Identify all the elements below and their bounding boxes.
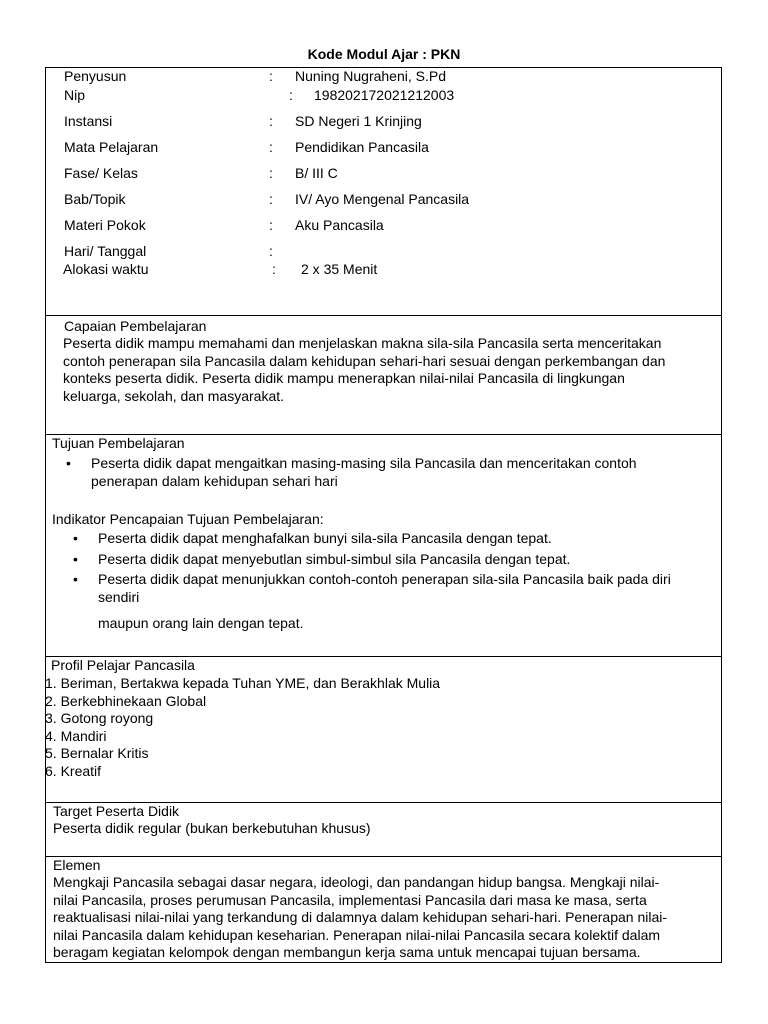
indicator-list: [73, 530, 721, 606]
bullet-icon: •: [73, 550, 78, 567]
identity-value: Aku Pancasila: [295, 217, 384, 233]
paragraph-line: reaktualisasi nilai-nilai yang terkandung di dalamnya dalam kehidupan sehari-hari. Penerapan nilai-: [53, 909, 668, 925]
list-item: 1. Beriman, Bertakwa kepada Tuhan YME, dan Berakhlak Mulia: [45, 675, 441, 691]
identity-label: Mata Pelajaran: [64, 139, 159, 155]
identity-value: B/ III C: [295, 165, 338, 181]
identity-colon: :: [269, 68, 273, 84]
paragraph-line: konteks peserta didik. Peserta didik mampu menerapkan nilai-nilai Pancasila di lingkungan: [63, 370, 625, 386]
identity-value: IV/ Ayo Mengenal Pancasila: [295, 191, 470, 207]
section-heading: Tujuan Pembelajaran: [52, 435, 185, 451]
list-item: [73, 571, 721, 606]
profile-list: [45, 675, 440, 780]
identity-value: 2 x 35 Menit: [301, 261, 378, 277]
learning-objectives-section: [45, 434, 722, 657]
identity-value: SD Negeri 1 Krinjing: [295, 113, 422, 129]
paragraph-line: Peserta didik regular (bukan berkebutuhan khusus): [53, 820, 371, 836]
identity-colon: :: [269, 139, 273, 155]
bullet-icon: •: [73, 571, 78, 587]
identity-row-nip: [46, 87, 721, 105]
identity-value: Nuning Nugraheni, S.Pd: [295, 68, 446, 84]
list-item-text: Peserta didik dapat mengaitkan masing-masing sila Pancasila dan menceritakan contoh: [91, 455, 637, 471]
identity-colon: :: [269, 191, 273, 207]
identity-row-fase-kelas: [46, 165, 721, 183]
identity-colon: :: [269, 217, 273, 233]
list-item-text: Peserta didik dapat menunjukkan contoh-contoh penerapan sila-sila Pancasila baik pada diri: [98, 571, 671, 587]
paragraph-line: contoh penerapan sila Pancasila dalam kehidupan sehari-hari sesuai dengan perkembangan dan: [63, 352, 666, 369]
identity-value: 198202172021212003: [314, 87, 455, 103]
identity-colon: :: [269, 165, 273, 181]
section-heading: Elemen: [53, 857, 101, 873]
paragraph-line: Peserta didik mampu memahami dan menjelaskan makna sila-sila Pancasila serta menceritakan: [63, 335, 662, 351]
paragraph-line: nilai Pancasila, proses perumusan Pancasila, implementasi Pancasila dari masa ke masa, serta: [53, 891, 647, 908]
bullet-icon: •: [73, 530, 78, 546]
indicator-heading: Indikator Pencapaian Tujuan Pembelajaran:: [52, 511, 324, 527]
list-item: [73, 530, 721, 548]
identity-label: Bab/Topik: [64, 191, 126, 207]
identity-label: Instansi: [64, 113, 113, 129]
paragraph-line: Mengkaji Pancasila sebagai dasar negara, ideologi, dan pandangan hidup bangsa. Mengkaji nilai-: [53, 874, 660, 890]
identity-label: Penyusun: [64, 68, 127, 84]
objective-list: [66, 455, 721, 490]
list-item: [73, 551, 721, 569]
identity-row-penyusun: [46, 68, 721, 86]
paragraph-line: nilai Pancasila dalam kehidupan keseharian. Penerapan nilai-nilai Pancasila secara kolektif dalam: [53, 926, 661, 943]
section-heading: Capaian Pembelajaran: [64, 318, 207, 334]
identity-section: [45, 67, 722, 316]
identity-label: Nip: [64, 87, 86, 103]
identity-label: Hari/ Tanggal: [64, 243, 147, 259]
list-item: [66, 455, 721, 490]
identity-row-mata-pelajaran: [46, 139, 721, 157]
identity-label: Alokasi waktu: [63, 261, 149, 277]
list-item: 4. Mandiri: [45, 727, 107, 744]
student-profile-section: [45, 656, 722, 803]
learning-outcomes-section: [45, 315, 722, 435]
list-item-text: sendiri: [98, 588, 140, 605]
list-item-text: penerapan dalam kehidupan sehari hari: [91, 472, 338, 489]
identity-row-bab-topik: [46, 191, 721, 209]
paragraph-line: beragam kegiatan kelompok dengan membangun kerja sama untuk mencapai tujuan bersama.: [53, 944, 641, 960]
document-title: Kode Modul Ajar : PKN: [307, 46, 461, 62]
section-heading: Target Peserta Didik: [53, 803, 180, 819]
paragraph-line: keluarga, sekolah, dan masyarakat.: [63, 387, 285, 404]
list-item: 2. Berkebhinekaan Global: [45, 692, 207, 709]
list-item-text: Peserta didik dapat menyebutlan simbul-simbul sila Pancasila dengan tepat.: [98, 550, 571, 567]
identity-row-instansi: [46, 113, 721, 131]
section-heading: Profil Pelajar Pancasila: [51, 657, 195, 673]
identity-colon: :: [269, 243, 273, 259]
identity-label: Fase/ Kelas: [64, 165, 138, 181]
identity-colon: :: [269, 113, 273, 129]
identity-colon: :: [272, 261, 276, 277]
identity-colon: :: [289, 87, 293, 103]
list-item: 3. Gotong royong: [45, 710, 154, 726]
bullet-icon: •: [66, 455, 71, 471]
identity-label: Materi Pokok: [64, 217, 146, 233]
indicator-continuation: maupun orang lain dengan tepat.: [98, 615, 304, 631]
element-section: [45, 856, 722, 963]
list-item: 5. Bernalar Kritis: [45, 745, 149, 761]
identity-row-hari-tanggal: [46, 243, 721, 261]
target-students-section: [45, 802, 722, 857]
identity-row-materi-pokok: [46, 217, 721, 235]
list-item: 6. Kreatif: [45, 762, 102, 779]
identity-value: Pendidikan Pancasila: [295, 139, 429, 155]
identity-row-alokasi-waktu: [46, 261, 721, 279]
list-item-text: Peserta didik dapat menghafalkan bunyi sila-sila Pancasila dengan tepat.: [98, 530, 552, 546]
